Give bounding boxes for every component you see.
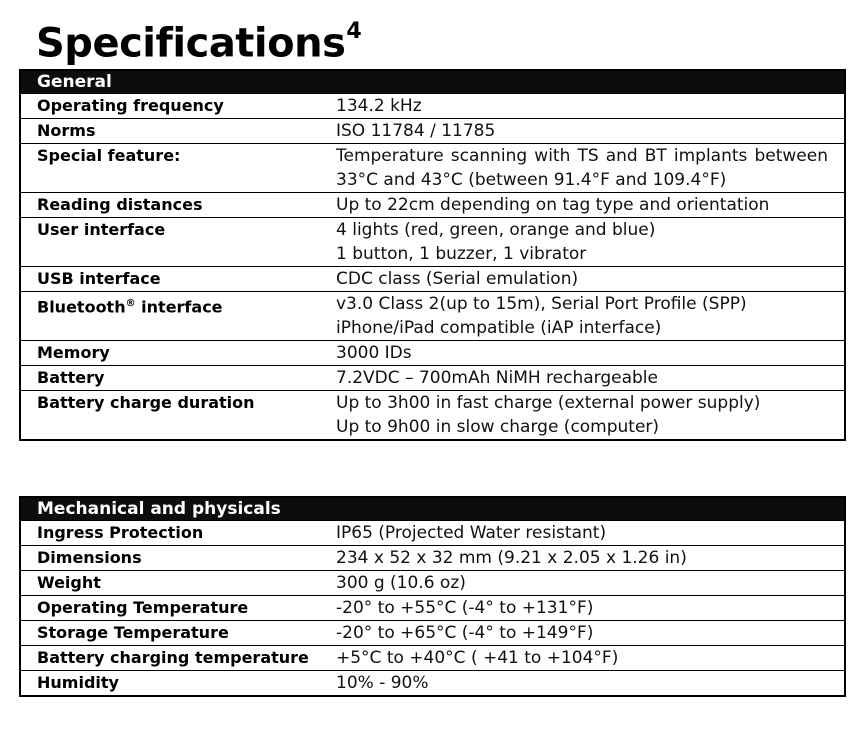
spec-value (326, 521, 845, 546)
spec-label-text: Weight (37, 573, 101, 592)
spec-value (326, 341, 845, 366)
spec-value (326, 292, 845, 341)
spec-label (20, 341, 326, 366)
spec-row (20, 267, 845, 292)
spec-row (20, 596, 845, 621)
spec-label-text: Memory (37, 343, 110, 362)
spec-label (20, 621, 326, 646)
registered-mark: ® (125, 298, 136, 309)
spec-label-text: USB interface (37, 269, 161, 288)
spec-label-text: Operating Temperature (37, 598, 249, 617)
spec-label (20, 267, 326, 292)
page-title-text: Specifications (36, 20, 346, 67)
spec-row (20, 119, 845, 144)
spec-label-text: Battery (37, 368, 105, 387)
spec-label-text: Reading distances (37, 195, 203, 214)
spec-label-text: Norms (37, 121, 96, 140)
spec-value-line: 1 button, 1 buzzer, 1 vibrator (336, 244, 587, 264)
spec-value-line: +5°C to +40°C ( +41 to +104°F) (336, 648, 619, 668)
spec-row (20, 144, 845, 193)
spec-label (20, 119, 326, 144)
spec-row (20, 571, 845, 596)
spec-label-text: Battery charge duration (37, 393, 255, 412)
spec-value (326, 366, 845, 391)
spec-value (326, 546, 845, 571)
spec-label-text: Battery charging temperature (37, 648, 309, 667)
spec-value (326, 671, 845, 697)
spec-value (326, 571, 845, 596)
spec-value-line: CDC class (Serial emulation) (336, 269, 579, 289)
spec-label (20, 218, 326, 267)
mechanical-spec-table (19, 496, 846, 697)
spec-value (326, 193, 845, 218)
spec-row (20, 546, 845, 571)
spec-value (326, 391, 845, 441)
spec-row (20, 341, 845, 366)
spec-label (20, 292, 326, 341)
spec-value (326, 621, 845, 646)
spec-row (20, 94, 845, 119)
spec-label (20, 366, 326, 391)
mechanical-spec-rows (20, 521, 845, 697)
spec-value-line: Up to 22cm depending on tag type and orientation (336, 195, 770, 215)
page-title (36, 12, 361, 67)
spec-value-line: 7.2VDC – 700mAh NiMH rechargeable (336, 368, 658, 388)
spec-label (20, 144, 326, 193)
spec-label (20, 546, 326, 571)
spec-row (20, 218, 845, 267)
spec-value-line: IP65 (Projected Water resistant) (336, 523, 607, 543)
mechanical-section-heading: Mechanical and physicals (20, 497, 845, 521)
spec-row (20, 521, 845, 546)
spec-label-text: Ingress Protection (37, 523, 204, 542)
spec-label-suffix: interface (135, 297, 223, 317)
spec-value (326, 144, 845, 193)
spec-label (20, 193, 326, 218)
spec-value-line: Up to 3h00 in fast charge (external power supply) (336, 393, 761, 413)
general-section-heading: General (20, 70, 845, 94)
spec-value-line: Up to 9h00 in slow charge (computer) (336, 417, 660, 437)
spec-label (20, 571, 326, 596)
spec-value-line: ISO 11784 / 11785 (336, 121, 496, 141)
spec-label (20, 94, 326, 119)
spec-value-line: 134.2 kHz (336, 96, 422, 116)
spec-value-line: 234 x 52 x 32 mm (9.21 x 2.05 x 1.26 in) (336, 548, 687, 568)
footnote-reference: 4 (346, 19, 362, 44)
spec-value (326, 646, 845, 671)
spec-label (20, 671, 326, 697)
spec-value (326, 94, 845, 119)
spec-label-text: Dimensions (37, 548, 142, 567)
spec-label-text: User interface (37, 220, 166, 239)
spec-value (326, 267, 845, 292)
spec-label-text: Humidity (37, 673, 119, 692)
spec-label (20, 646, 326, 671)
spec-value-line: -20° to +65°C (-4° to +149°F) (336, 623, 594, 643)
spec-value-line: 300 g (10.6 oz) (336, 573, 466, 593)
spec-label-text: Special feature: (37, 146, 181, 165)
spec-value (326, 119, 845, 144)
spec-row (20, 391, 845, 441)
spec-label-text: Bluetooth (37, 297, 126, 317)
spec-value (326, 218, 845, 267)
spec-value-line: 3000 IDs (336, 343, 412, 363)
spec-value-line: 10% - 90% (336, 673, 429, 693)
spec-value-line: v3.0 Class 2(up to 15m), Serial Port Profile (SPP) (336, 294, 747, 314)
spec-value-line: Temperature scanning with TS and BT implants between 33°C and 43°C (between 91.4°F and 109.4°F) (336, 146, 828, 190)
spec-row (20, 292, 845, 341)
spec-value-line: 4 lights (red, green, orange and blue) (336, 220, 656, 240)
spec-label (20, 596, 326, 621)
spec-label-text: Operating frequency (37, 96, 224, 115)
spec-row (20, 621, 845, 646)
spec-row (20, 193, 845, 218)
spec-value-line: -20° to +55°C (-4° to +131°F) (336, 598, 594, 618)
spec-label (20, 521, 326, 546)
spec-row (20, 646, 845, 671)
spec-value-line: iPhone/iPad compatible (iAP interface) (336, 318, 662, 338)
spec-value (326, 596, 845, 621)
general-spec-table (19, 69, 846, 441)
spec-label-text: Storage Temperature (37, 623, 229, 642)
spec-label (20, 391, 326, 441)
general-spec-rows (20, 94, 845, 441)
spec-row (20, 671, 845, 697)
spec-row (20, 366, 845, 391)
